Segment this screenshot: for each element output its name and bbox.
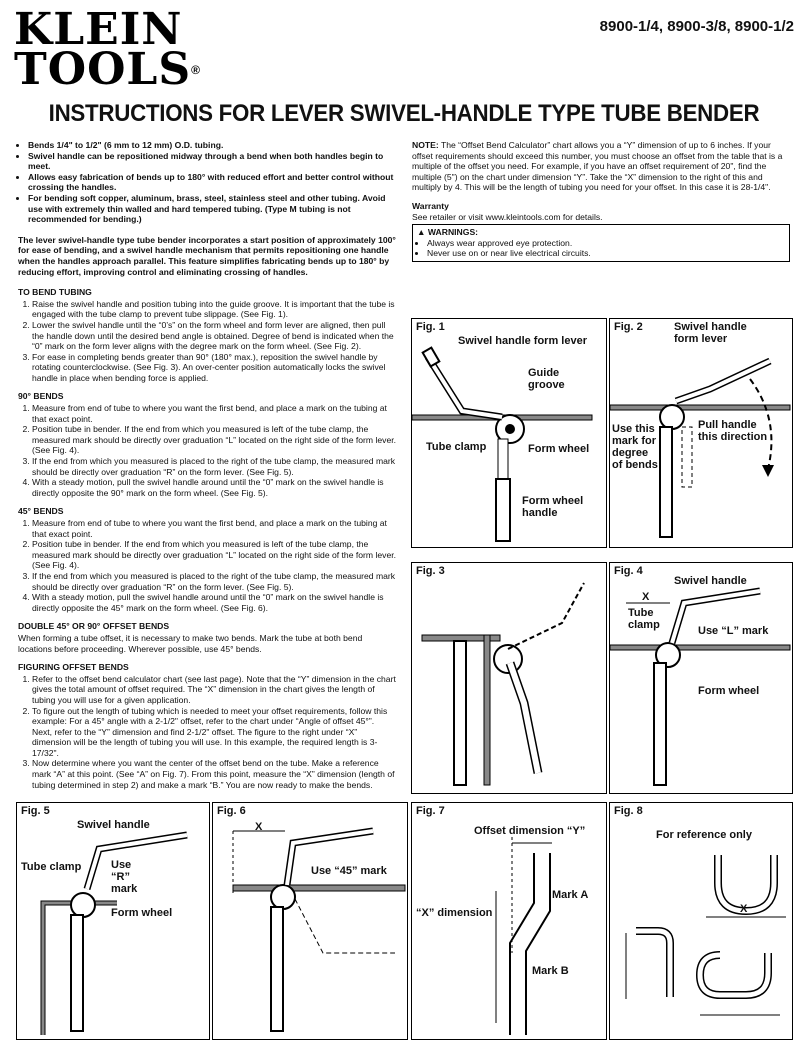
fig2-swivel-label: Swivel handle form lever [674,321,747,345]
fig5-caption: Fig. 5 [21,805,50,817]
fig1-wheel-handle-label: Form wheel handle [522,495,584,519]
feature-item: • For bending soft copper, aluminum, brass, steel, stainless steel and other tubing. Avoid use with extremely thin walled and hard tempered tubing. (Type M tubing is not recommended for bending.) [28,193,396,225]
model-numbers: 8900-1/4, 8900-3/8, 8900-1/2 [599,18,794,35]
fig7-mark-a-label: Mark A [552,889,589,901]
fig6-drawing [213,803,407,1039]
warning-triangle-icon: ▲ [417,227,426,238]
step-item: 1. Measure from end of tube to where you want the first bend, and place a mark on the tubing at that exact point. [32,403,396,424]
feature-item: • Allows easy fabrication of bends up to 180° with reduced effort and better control without crossing the handles. [28,172,396,193]
step-item: 1. Refer to the offset bend calculator chart (see last page). Note that the “Y” dimension in the chart gives the total amount of offset required. The “X” dimension in the chart gives the length of tubing you will use for a given application. [32,674,396,706]
page-title: INSTRUCTIONS FOR LEVER SWIVEL-HANDLE TYPE TUBE BENDER [48,100,760,127]
feature-item: • Swivel handle can be repositioned midway through a bend when both handles begin to meet. [28,151,396,172]
fig5-clamp-label: Tube clamp [21,861,82,873]
fig3-drawing [412,563,606,793]
step-item: 2. To figure out the length of tubing which is needed to meet your offset requirements, follow this example: For a 45° angle with a 2-1/2" offset, refer to the chart under “Angle of offset 45°”. Next, refer to the “Y” dimension and find 2-1/2" offset. The figure to the right under “X” dimension will be the length of tubing you will use. In this example, the required length is 3-17/32". [32,706,396,759]
figure-4 [609,562,793,794]
fig3-caption: Fig. 3 [416,565,445,577]
registered-mark: ® [191,63,201,77]
fig7-caption: Fig. 7 [416,805,445,817]
note-label: NOTE: [412,140,439,150]
warranty-text: See retailer or visit www.kleintools.com for details. [412,211,603,222]
feature-list [18,140,396,225]
figure-7 [411,802,607,1040]
fig4-x-label: X [642,591,650,603]
fig4-drawing [610,563,792,793]
figure-2 [609,318,793,548]
bends-45-steps [18,518,396,613]
fig6-x-label: X [255,821,263,833]
to-bend-steps [18,299,396,384]
warning-item: • Always wear approved eye protection. [427,238,785,249]
bends-90-steps [18,403,396,498]
fig4-use-l-label: Use “L” mark [698,625,769,637]
fig2-pull-label: Pull handle this direction [698,419,768,443]
warnings-list [417,238,785,259]
fig8-caption: Fig. 8 [614,805,643,817]
left-column [18,140,396,790]
fig8-x-label: X [740,903,748,915]
fig5-drawing [17,803,209,1039]
step-item: 2. Lower the swivel handle until the “0’s” on the form wheel and form lever are aligned, then pull the handle down until the desired bend angle is obtained. Degree of bend is indicated when the “0” mark on the form lever aligns with the degree mark on the form wheel. (See Fig. 2). [32,320,396,352]
warnings-heading: WARNINGS: [427,227,479,238]
fig7-drawing [412,803,606,1039]
figure-5 [16,802,210,1040]
fig5-wheel-label: Form wheel [111,907,173,919]
fig6-caption: Fig. 6 [217,805,246,817]
feature-item: • Bends 1/4" to 1/2" (6 mm to 12 mm) O.D. tubing. [28,140,396,151]
figure-6 [212,802,408,1040]
fig7-mark-b-label: Mark B [532,965,569,977]
fig1-guide-label: Guide groove [528,367,565,391]
fig4-swivel-label: Swivel handle [674,575,747,587]
step-item: 4. With a steady motion, pull the swivel handle around until the “0” mark on the swivel handle is directly opposite the 90° mark on the form wheel. (See Fig. 5). [32,477,396,498]
fig2-caption: Fig. 2 [614,321,643,333]
step-item: 3. If the end from which you measured is placed to the right of the tube clamp, the measured mark should be directly over graduation “R” on the form lever. (See Fig. 5). [32,456,396,477]
step-item: 2. Position tube in bender. If the end from which you measured is left of the tube clamp, the measured mark should be directly over graduation “L” located on the right side of the form lever. (See Fig. 4). [32,424,396,456]
step-item: 1. Raise the swivel handle and position tubing into the guide groove. It is important that the tube is engaged with the tube clamp to prevent tube slippage. (See Fig. 1). [32,299,396,320]
fig8-ref-label: For reference only [656,829,752,841]
fig6-use45-label: Use “45” mark [311,865,387,877]
fig1-clamp-label: Tube clamp [426,441,487,453]
fig1-swivel-label: Swivel handle form lever [458,335,587,347]
step-item: 3. Now determine where you want the center of the offset bend on the tube. Make a reference mark “A” at this point. (See “A” on Fig. 7). From this point, measure the “X” dimension (length of tubing determined in step 2) and make a mark “B.” You are now ready to make the bends. [32,758,396,790]
intro-paragraph: The lever swivel-handle type tube bender incorporates a start position of approximately 100° for ease of bending, and a swivel handle mechanism that permits repositioning one handle when the handles approach parallel. This feature simplifies fabricating bends up to 180° by reducing effort, improving control and eliminating crossing of handles. [18,234,396,277]
double-offset-text: When forming a tube offset, it is necessary to make two bends. Mark the tube at both bend locations before proceeding. Wherever possible, use 45° bends. [18,632,363,654]
fig7-offset-y-label: Offset dimension “Y” [474,825,586,837]
right-column [412,140,790,262]
note-paragraph [412,140,790,193]
fig2-use-mark-label: Use this mark for degree of bends [612,423,658,471]
brand-line-1: KLEIN [14,4,183,55]
double-offset-heading: DOUBLE 45° OR 90° OFFSET BENDS [18,621,170,632]
fig4-wheel-label: Form wheel [698,685,760,697]
step-item: 3. For ease in completing bends greater than 90° (180° max.), reposition the swivel handle by rotating counterclockwise. (See Fig. 3). An over-center position automatically locks the swivel handle in place when bending force is applied. [32,352,396,384]
fig4-clamp-label: Tube clamp [628,607,660,631]
note-text: The “Offset Bend Calculator” chart allows you a “Y” dimension of up to 6 inches. If your offset requirements should exceed this number, you must choose an offset from the table that is a multiple of the offset you need. For example, if you have an offset requirement of 20", find the multiple (5") on the chart under dimension “Y”. Take the “X” dimension to the right of this and multiply by 4. This will be the length of tubing you need for your offset. In this case it is 28-1/4". [412,140,783,193]
step-item: 3. If the end from which you measured is placed to the right of the tube clamp, the measured mark should be directly over graduation “R” on the form lever. (See Fig. 5). [32,571,396,592]
warning-item: • Never use on or near live electrical circuits. [427,248,785,259]
warnings-header [417,227,785,238]
figure-3 [411,562,607,794]
figuring-offset-heading: FIGURING OFFSET BENDS [18,662,129,673]
step-item: 4. With a steady motion, pull the swivel handle around until the “0” mark on the swivel handle is directly opposite the 45° mark on the form wheel. (See Fig. 6). [32,592,396,613]
to-bend-heading: TO BEND TUBING [18,287,92,298]
step-item: 1. Measure from end of tube to where you want the first bend, and place a mark on the tubing at that exact point. [32,518,396,539]
warranty-heading: Warranty [412,200,449,211]
warnings-box [412,224,790,262]
bends-90-heading: 90° BENDS [18,391,64,402]
fig7-x-dim-label: “X” dimension [416,907,493,919]
figure-8 [609,802,793,1040]
fig1-caption: Fig. 1 [416,321,445,333]
fig5-use-r-label: Use “R” mark [111,859,138,895]
figure-1 [411,318,607,548]
brand-line-2: TOOLS [14,44,192,95]
bends-45-heading: 45° BENDS [18,506,64,517]
fig1-wheel-label: Form wheel [528,443,590,455]
step-item: 2. Position tube in bender. If the end from which you measured is left of the tube clamp, the measured mark should be directly over graduation “L” located on the right side of the form lever. (See Fig. 4). [32,539,396,571]
figuring-offset-steps [18,674,396,791]
fig4-caption: Fig. 4 [614,565,643,577]
fig5-swivel-label: Swivel handle [77,819,150,831]
brand-logo [14,4,201,95]
